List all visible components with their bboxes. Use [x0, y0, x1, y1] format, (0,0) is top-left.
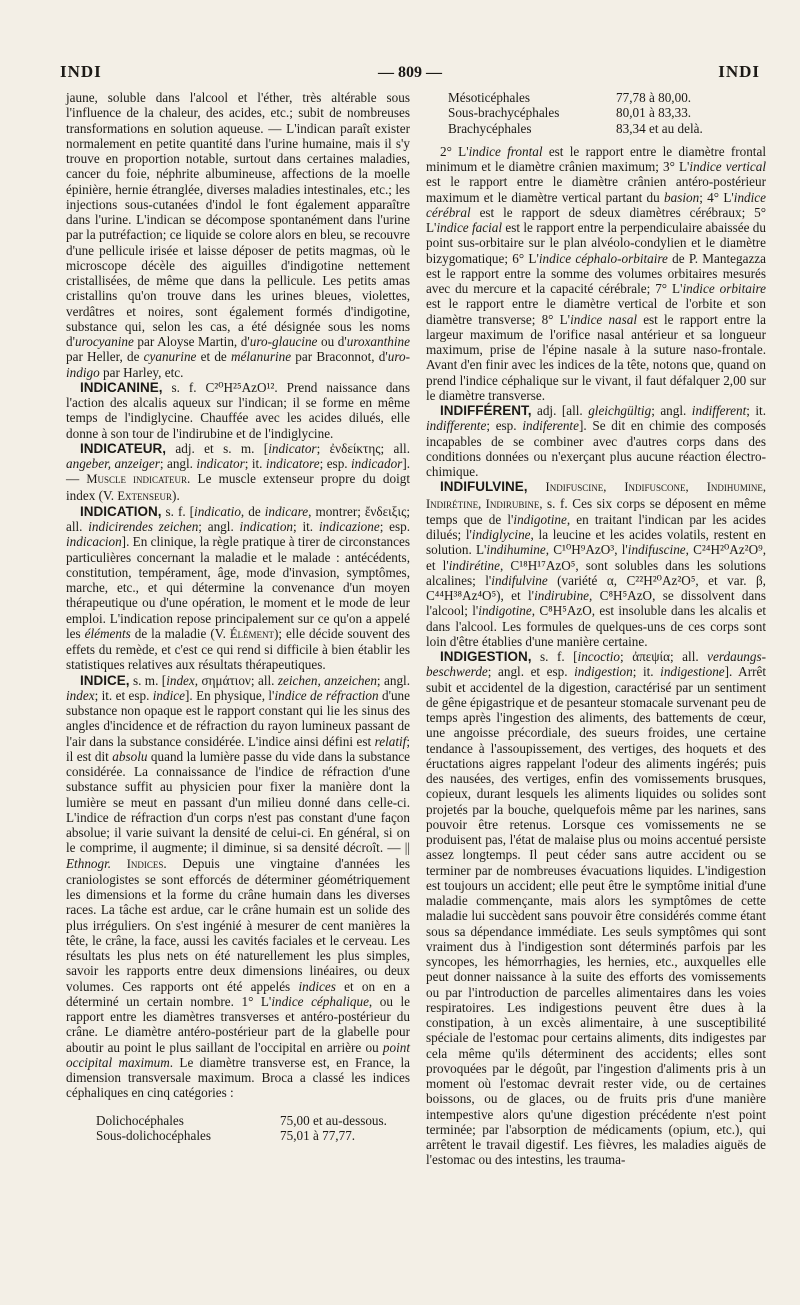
table-row: Sous-dolichocéphales 75,01 à 77,77. — [96, 1127, 356, 1143]
headword: INDICATEUR, — [80, 440, 166, 456]
entry-indice: INDICE, s. m. [index, σημάτιον; all. zeichen, anzeichen; angl. index; it. et esp. indice]. En physique, l'indice de réfraction d'une substance non opaque est le rapport constant qui lie les sinus des angles d'incidence et de réfraction du rayon lumineux passant de l'air dans la substance considérée. L'indice ainsi défini est relatif; il est dit absolu quand la lumière passe du vide dans la substance considérée. La connaissance de l'indice de réfraction d'une substance suffit au physicien pour fixer la manière dont la lumière se meut en passant d'un milieu donné dans celle-ci. L'indice de réfraction d'un corps n'est pas constant d'une façon absolue; il varie suivant la densité de celui-ci. En général, si on le comprime, il augmente; il diminue, si sa densité décroît. — || Ethnogr. Indices. Depuis une vingtaine d'années les craniologistes se sont efforcés de déterminer géométriquement les dimensions et la forme du crâne humain dans les diverses races. La tâche est ardue, car le crâne humain est un solide des plus irréguliers. On s'est ingénié à mesurer de cent manières la tête, le crâne, la face, aussi les cavités faciales et le cerveau. Les résultats les plus nets on été naturellement les plus simples, savoir les rapports entre deux dimensions linéaires, ou deux volumes. Ces rapports ont été appelés indices et on en a déterminé un certain nombre. 1° L'indice céphalique, ou le rapport entre les diamètres transverses et antéro-postérieur du crâne. Le diamètre antéro-postérieur part de la glabelle pour aboutir au point le plus saillant de l'occipital en arrière ou point occipital maximum. Le diamètre transverse est, en France, la dimension transversale maximum. Broca a classé les indices céphaliques en cinq catégories : — [66, 672, 411, 1101]
page-number: — 809 — — [378, 64, 442, 81]
headword: INDICE, — [80, 672, 130, 688]
table-row: Brachycéphales 83,34 et au delà. — [448, 120, 703, 136]
headword: INDIFULVINE, — [440, 479, 528, 495]
page-header — [60, 62, 760, 86]
cephalic-index-table-part1 — [66, 1113, 410, 1144]
entry-indigestion: INDIGESTION, s. f. [incoctio; ἀπεψία; all. verdaungs-beschwerde; angl. et esp. indigestion; it. indigestione]. Arrêt subit et accidentel de la digestion, caractérisé par un sentiment de gêne épigastrique et de pesanteur stomacale survenant peu de temps après l'ingestion des aliments, des battements de cœur, une angoisse précordiale, des sueurs froides, une certaine tendance à l'assoupissement, des vertiges, des hoquets et des éructations aigres rappelant l'odeur des aliments ingérés; puis des nausées, des vertiges, enfin des vomissements brusques, copieux, durant lesquels les aliments liquides ou solides sont projetés par la bouche, quelquefois même par les narines, sans pouvoir être retenus. Lorsque ces vomissements ne se produisent pas, l'état de malaise plus ou moins accentué persiste assez longtemps. Il peut céder sans autre accident ou se terminer par de nombreuses évacuations liquides. L'indigestion est toujours un accident; elle peut être le symptôme initial d'une maladie commençante, mais alors les symptômes de cette maladie lui succèdent sans pouvoir être considérés comme étant sous sa dépendance immédiate. Les seuls symptômes qui sont vraiment dus à l'indigestion sont déterminés parfois par les syncopes, les hémorrhagies, les hernies, etc., auxquelles elle peut donner naissance à la suite des efforts des vomissements ou par l'introduction de parcelles alimentaires dans les voies respiratoires. Les indigestions peuvent être dues à la constipation, à un excès alimentaire, à une susceptibilité spéciale de l'estomac pour certains aliments, dits indigestes par cela même qu'ils déterminent des accidents; elles sont provoquées par le dégoût, par l'ingestion d'aliments pris à un moment où l'estomac devrait rester vide, ou de certaines boissons, ou de glaces, ou de fruits pris d'une manière intempestive alors qu'une digestion précédente n'est point terminée; par l'absorption de médicaments (opium, etc.), qui arrêtent le travail digestif. Les fièvres, les maladies aiguës de l'estomac ou des intestins, les trauma- — [426, 649, 767, 1168]
left-column — [66, 90, 410, 1147]
entry-indicateur: INDICATEUR, adj. et s. m. [indicator; ἐνδείκτης; all. angeber, anzeiger; angl. indicator; it. indicatore; esp. indicador].— Muscle indicateur. Le muscle extenseur propre du doigt index (V. Extenseur). — [66, 440, 411, 503]
entry-indican-continuation: jaune, soluble dans l'alcool et l'éther, très altérable sous l'influence de la chaleur, des acides, etc.; subit de nombreuses transformations en solution aqueuse. — L'indican paraît exister normalement en petite quantité dans l'urine humaine, mais il s'y trouve en proportion notable, surtout dans certaines maladies, cancer du foie, néphrite albumineuse, affections de la moelle épinière, hernie étranglée, diverses maladies intestinales, etc.; les injections sous-cutanées d'indol le font également apparaître dans l'urine. L'indican se décompose spontanément dans l'urine par la putréfaction; ce liquide se colore alors en bleu, se recouvre d'une pellicule irisée et laisse déposer de petits magmas, où le microscope décèle des aiguilles d'indigotine nettement cristallisées, de même que dans la pellicule. Les petits amas cristallins qu'on trouve dans les urines bleues, violettes, verdâtres et noires, sont également formés d'indigotine, substance qui, selon les cas, a été désignée sous les noms d'urocyanine par Aloyse Martin, d'uro-glaucine ou d'uroxanthine par Heller, de cyanurine et de mélanurine par Braconnot, d'uro-indigo par Harley, etc. — [66, 90, 410, 380]
right-column — [426, 90, 766, 1168]
cephalic-index-table-part2 — [426, 90, 766, 136]
headword: INDICANINE, — [80, 379, 163, 395]
table-row: Dolichocéphales 75,00 et au-dessous. — [96, 1112, 387, 1128]
headword: INDIGESTION, — [440, 649, 532, 664]
entry-indifferent: INDIFFÉRENT, adj. [all. gleichgültig; angl. indifferent; it. indifferente; esp. indiferente]. Se dit en chimie des composés incapables de se combiner avec d'autres corps dans des conditions données ou n'exerçant plus aucune réaction électro-chimique. — [426, 403, 767, 479]
headword: INDIFFÉRENT, — [440, 403, 532, 418]
entry-indifulvine: INDIFULVINE, Indifuscine, Indifuscone, Indihumine, Indirétine, Indirubine, s. f. Ces six corps se déposent en même temps que de l'indigotine, en traitant l'indican par les acides dilués; l'indiglycine, la leucine et les acides volatils, restent en solution. L'indihumine, C¹⁰H⁹AzO³, l'indifuscine, C²⁴H²⁰Az²O⁹, et l'indirétine, C¹⁸H¹⁷AzO⁵, sont solubles dans les solutions alcalines; l'indifulvine (variété α, C²²H²⁰Az²O⁵, et var. β, C⁴⁴H³⁸Az⁴O⁵), et l'indirubine, C⁸H⁵AzO, se dissolvent dans l'alcool; l'indigotine, C⁸H⁵AzO, est insoluble dans les alcalis et dans l'alcool. Les formules de quelques-uns de ces corps sont loin d'être établies d'une manière certaine. — [426, 479, 767, 649]
table-row: Mésoticéphales 77,78 à 80,00. — [448, 90, 692, 105]
running-head-right: INDI — [718, 62, 760, 81]
headword: INDICATION, — [80, 503, 162, 519]
entry-indication: INDICATION, s. f. [indicatio, de indicare, montrer; ἔνδειξις; all. indicirendes zeichen; angl. indication; it. indicazione; esp. indicacion]. En clinique, la règle pratique à tirer de circonstances particulières concernant la maladie et le malade : antécédents, constitution, tempérament, âge, mode d'invasion, symptômes, marche, etc., et qui détermine la convenance d'un moyen thérapeutique ou d'une opération, le moment et le mode de leur emploi. L'indication repose principalement sur ce qu'on a appelé les éléments de la maladie (V. Élément); elle décide souvent des effets du remède, et c'est ce qui rend si difficile à bien établir les statistiques relatives aux résultats thérapeutiques. — [66, 503, 411, 673]
table-row: Sous-brachycéphales 80,01 à 83,33. — [448, 105, 692, 121]
running-head-left: INDI — [60, 62, 102, 81]
entry-indice-continuation: 2° L'indice frontal est le rapport entre le diamètre frontal minimum et le diamètre crânien maximum; 3° L'indice vertical est le rapport entre le diamètre crânien antéro-postérieur maximum et le diamètre vertical partant du basion; 4° L'indice cérébral est le rapport de sdeux diamètres cérébraux; 5° L'indice facial est le rapport entre la perpendiculaire abaissée du point sus-orbitaire sur le plan alvéolo-condylien et le diamètre bizygomatique; 6° L'indice céphalo-orbitaire de P. Mantegazza est le rapport entre la somme des volumes orbitaires mesurés avec du mercure et la capacité cérébrale; 7° L'indice orbitaire est le rapport entre le diamètre vertical de l'orbite et son diamètre transverse; 8° L'indice nasal est le rapport entre la largeur maximum de l'orifice nasal antérieur et sa longueur maximum, prise de l'épine nasale à la suture naso-frontale. Avant d'en finir avec les indices de la tête, notons que, quand on prend l'indice céphalique sur le vivant, il faut défalquer 2,00 sur le diamètre transverse. — [426, 143, 767, 403]
entry-indicanine: INDICANINE, s. f. C²⁰H²⁵AzO¹². Prend naissance dans l'action des alcalis aqueux sur l'indican; il se forme en même temps de l'indiglycine. Chauffée avec les acides dilués, elle donne à son tour de l'indirubine et de l'indiglycine. — [66, 379, 410, 441]
